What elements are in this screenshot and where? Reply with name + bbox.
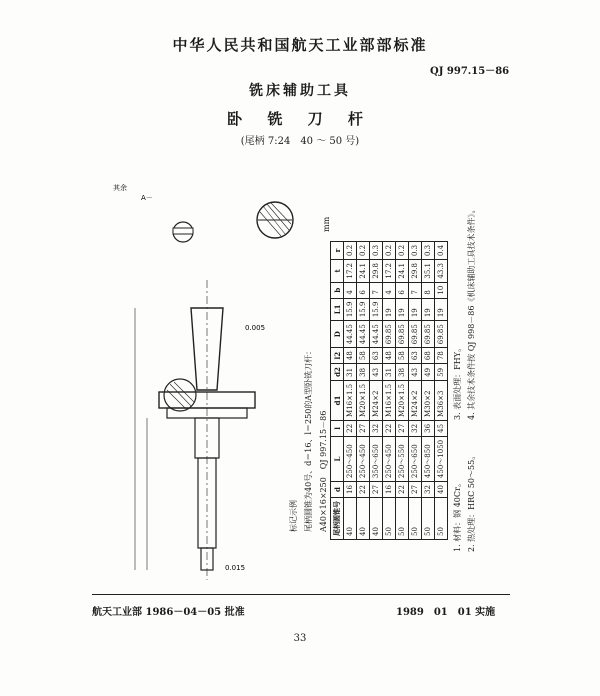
table-cell: 250～550 — [396, 436, 409, 481]
note-2: 2. 热处理：HRC 50～55。 — [467, 451, 476, 552]
table-cell: 19 — [409, 298, 422, 321]
effective-text: 1989 01 01 实施 — [396, 607, 496, 618]
table-cell: 50 — [435, 498, 448, 540]
table-cell: 31 — [344, 364, 357, 381]
table-header: l — [331, 420, 344, 436]
table-cell: 450～850 — [422, 436, 435, 481]
footer-rule — [92, 594, 510, 595]
table-cell: M20×1.5 — [396, 380, 409, 420]
table-cell: 32 — [370, 420, 383, 436]
table-cell: 8 — [422, 282, 435, 298]
table-cell: 27 — [357, 420, 370, 436]
marking-label: 标记示例 — [289, 500, 298, 532]
subtitle: (尾柄 7:24 40 ～ 50 号) — [240, 136, 360, 147]
table-cell: 50 — [409, 498, 422, 540]
table-cell: 48 — [383, 348, 396, 364]
table-cell: 48 — [344, 348, 357, 364]
table-cell: 69.85 — [396, 321, 409, 348]
table-cell: 27 — [409, 482, 422, 498]
table-cell: 31 — [383, 364, 396, 381]
page-number: 33 — [293, 633, 307, 644]
table-cell: 63 — [370, 348, 383, 364]
table-cell: 69.85 — [383, 321, 396, 348]
table-header: d1 — [331, 380, 344, 420]
table-cell: 29.8 — [370, 260, 383, 283]
table-cell: 16 — [344, 482, 357, 498]
table-row — [396, 241, 409, 539]
table-header: b — [331, 282, 344, 298]
table-cell: 40 — [370, 498, 383, 540]
table-cell: 45 — [435, 420, 448, 436]
table-header: D — [331, 321, 344, 348]
table-cell: 0.4 — [435, 241, 448, 259]
table-cell: 250～650 — [409, 436, 422, 481]
table-cell: M20×1.5 — [357, 380, 370, 420]
table-cell: 19 — [422, 298, 435, 321]
table-cell: 250～450 — [344, 436, 357, 481]
table-cell: 4 — [344, 282, 357, 298]
spec-table — [330, 241, 448, 540]
standard-code: QJ 997.15－86 — [430, 66, 510, 77]
table-cell: M24×2 — [409, 380, 422, 420]
table-cell: 0.2 — [396, 241, 409, 259]
table-cell: 63 — [409, 348, 422, 364]
marking-code: A40×16×250 QJ 997.15－86 — [319, 410, 328, 532]
table-header: d2 — [331, 364, 344, 381]
flatness-mark: 0.005 — [245, 324, 266, 332]
table-cell: 6 — [357, 282, 370, 298]
table-cell: 68 — [422, 348, 435, 364]
table-row — [422, 241, 435, 539]
table-cell: 22 — [344, 420, 357, 436]
table-cell: 19 — [396, 298, 409, 321]
table-cell: 36 — [422, 420, 435, 436]
approved-text: 航天工业部 1986－04－05 批准 — [92, 607, 245, 618]
table-cell: 250～450 — [383, 436, 396, 481]
coax-mark: 0.015 — [225, 564, 246, 572]
table-header: L — [331, 436, 344, 481]
table-cell: 6 — [396, 282, 409, 298]
table-cell: 22 — [383, 420, 396, 436]
marking-example: 尾柄圆锥为40号、d＝16、l＝250的A型卧铣刀杆： — [304, 346, 313, 532]
table-cell: 15.9 — [344, 298, 357, 321]
table-cell: 50 — [422, 498, 435, 540]
table-cell: 40 — [435, 482, 448, 498]
surface-label: 其余 — [113, 184, 127, 192]
table-cell: 17.2 — [344, 260, 357, 283]
table-cell: 50 — [396, 498, 409, 540]
table-cell: 19 — [383, 298, 396, 321]
table-cell: 0.3 — [370, 241, 383, 259]
table-cell: 24.1 — [396, 260, 409, 283]
table-row — [383, 241, 396, 539]
table-cell: 22 — [396, 482, 409, 498]
table-cell: 0.2 — [344, 241, 357, 259]
note-4: 4. 其余技术条件按 QJ 998－86《机床辅助工具技术条件》。 — [467, 205, 476, 420]
table-row — [409, 241, 422, 539]
table-cell: 78 — [435, 348, 448, 364]
section-label: A－ — [141, 194, 153, 202]
standard-body: 中华人民共和国航天工业部部标准 — [172, 36, 428, 54]
table-cell: 44.45 — [357, 321, 370, 348]
table-cell: 4 — [383, 282, 396, 298]
table-cell: 0.2 — [357, 241, 370, 259]
table-header: L1 — [331, 298, 344, 321]
table-cell: 35.1 — [422, 260, 435, 283]
table-row — [357, 241, 370, 539]
table-cell: 38 — [357, 364, 370, 381]
table-cell: M36×3 — [435, 380, 448, 420]
table-cell: 40 — [344, 498, 357, 540]
table-cell: 7 — [370, 282, 383, 298]
table-cell: 19 — [435, 298, 448, 321]
table-cell: 450～1050 — [435, 436, 448, 481]
table-cell: 0.2 — [383, 241, 396, 259]
table-cell: 59 — [435, 364, 448, 381]
page-title: 卧 铣 刀 杆 — [227, 110, 373, 128]
table-row — [344, 241, 357, 539]
table-cell: M30×2 — [422, 380, 435, 420]
table-cell: 15.9 — [370, 298, 383, 321]
table-row — [370, 241, 383, 539]
table-cell: 69.85 — [409, 321, 422, 348]
table-cell: 0.3 — [409, 241, 422, 259]
note-1: 1. 材料：钢 40Cr。 — [453, 479, 462, 552]
table-cell: M16×1.5 — [383, 380, 396, 420]
table-cell: 43.3 — [435, 260, 448, 283]
unit-label: mm — [322, 216, 331, 232]
table-cell: 15.9 — [357, 298, 370, 321]
table-cell: 32 — [409, 420, 422, 436]
table-header: t — [331, 260, 344, 283]
table-cell: 58 — [396, 348, 409, 364]
table-cell: 27 — [370, 482, 383, 498]
table-cell: 50 — [383, 498, 396, 540]
table-header: d — [331, 482, 344, 498]
table-header: 尾柄圆锥号 — [331, 498, 344, 540]
table-cell: 29.8 — [409, 260, 422, 283]
table-cell: 350～650 — [370, 436, 383, 481]
table-row — [435, 241, 448, 539]
table-cell: 44.45 — [370, 321, 383, 348]
table-cell: 44.45 — [344, 321, 357, 348]
table-header: l2 — [331, 348, 344, 364]
table-cell: 250～450 — [357, 436, 370, 481]
table-cell: 38 — [396, 364, 409, 381]
table-cell: 32 — [422, 482, 435, 498]
table-cell: M16×1.5 — [344, 380, 357, 420]
table-cell: 24.1 — [357, 260, 370, 283]
note-3: 3. 表面处理：FHY。 — [453, 344, 462, 420]
category-title: 铣床辅助工具 — [249, 83, 351, 99]
table-cell: 10 — [435, 282, 448, 298]
table-cell: 16 — [383, 482, 396, 498]
table-cell: 43 — [370, 364, 383, 381]
table-cell: 69.85 — [422, 321, 435, 348]
table-cell: 69.85 — [435, 321, 448, 348]
table-cell: 49 — [422, 364, 435, 381]
table-cell: 27 — [396, 420, 409, 436]
table-cell: 7 — [409, 282, 422, 298]
table-cell: 22 — [357, 482, 370, 498]
table-header: r — [331, 241, 344, 259]
table-cell: 40 — [357, 498, 370, 540]
table-cell: M24×2 — [370, 380, 383, 420]
table-cell: 17.2 — [383, 260, 396, 283]
table-cell: 43 — [409, 364, 422, 381]
table-cell: 58 — [357, 348, 370, 364]
table-cell: 0.3 — [422, 241, 435, 259]
